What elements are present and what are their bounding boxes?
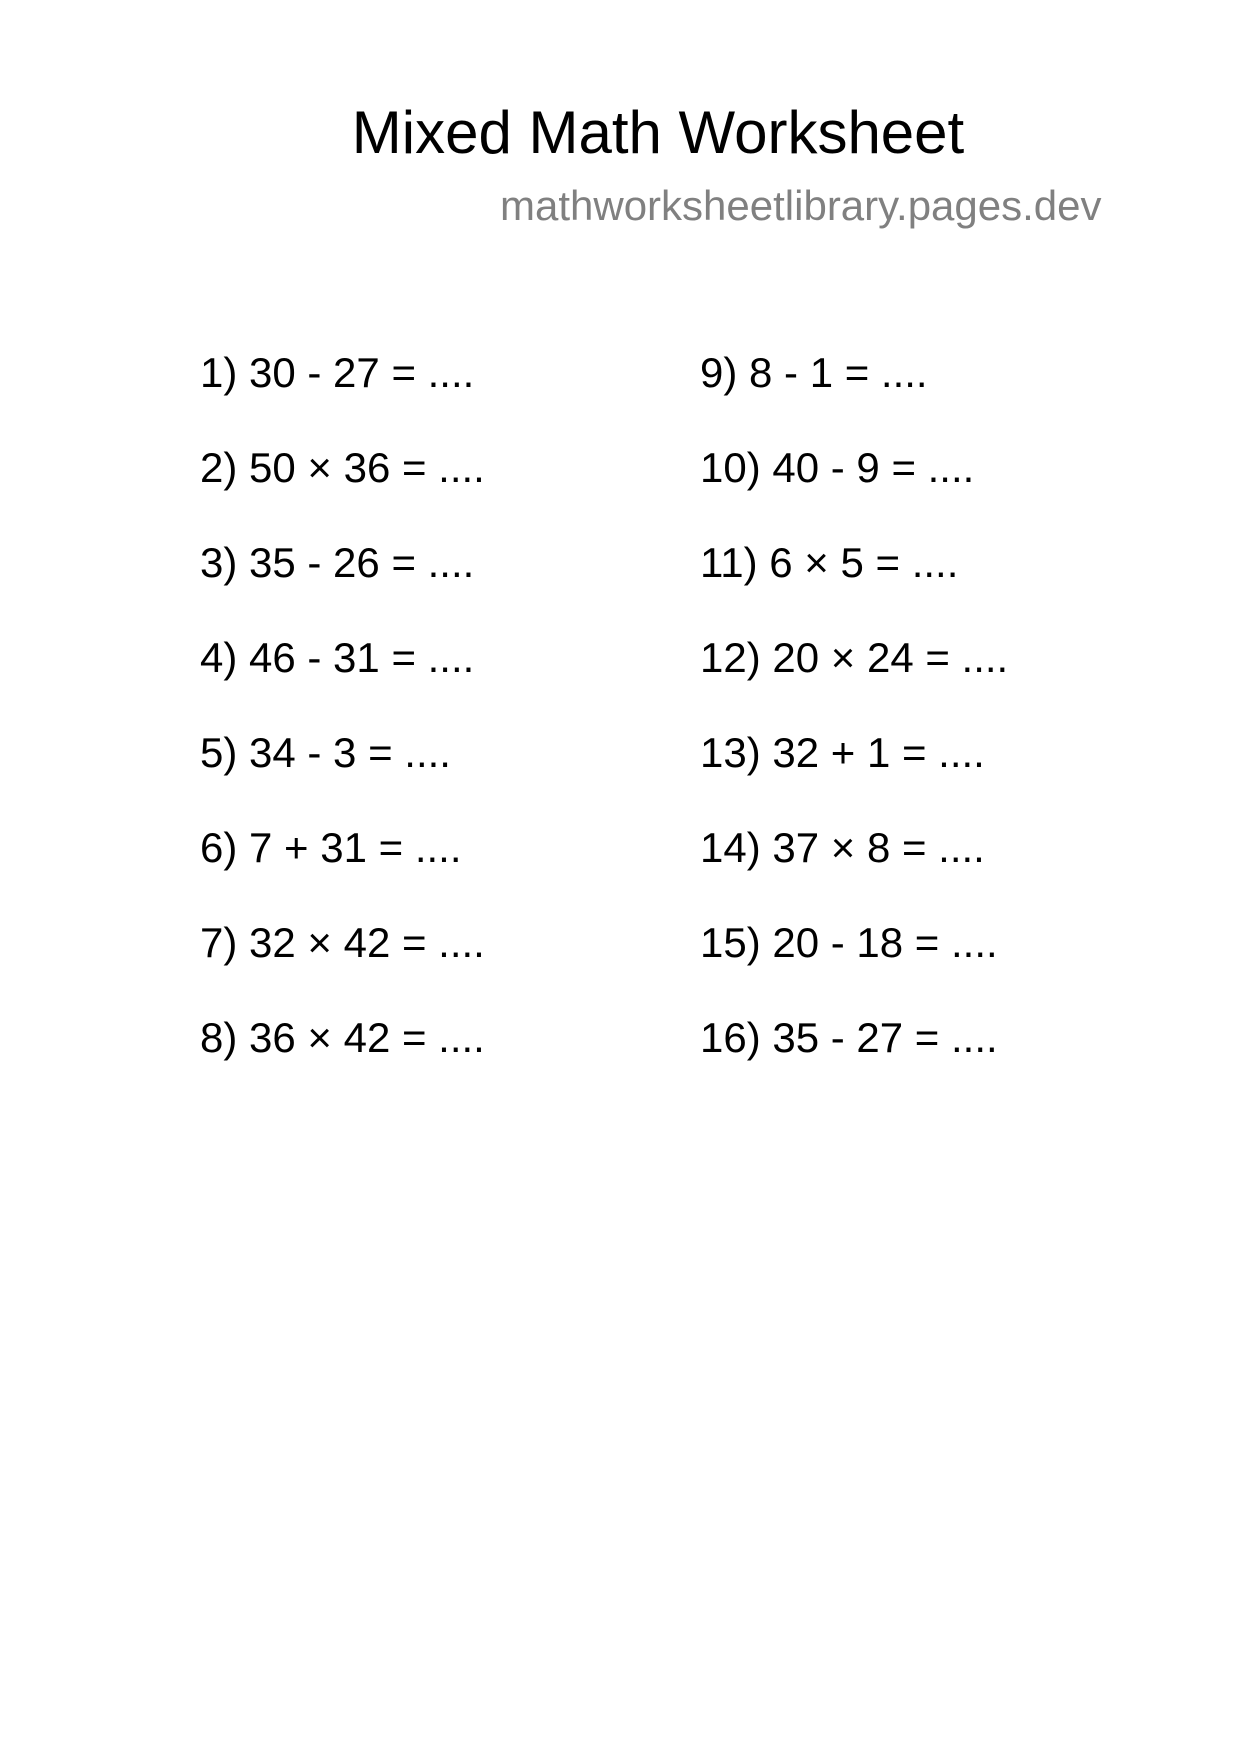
problem-column-left (200, 347, 485, 1107)
source-url: mathworksheetlibrary.pages.dev (500, 182, 1102, 229)
problem-11: 11) 6 × 5 = .... (700, 539, 959, 586)
problem-5: 5) 34 - 3 = .... (200, 729, 451, 776)
problem-6: 6) 7 + 31 = .... (200, 824, 462, 871)
problem-1: 1) 30 - 27 = .... (200, 349, 475, 396)
problem-15: 15) 20 - 18 = .... (700, 919, 998, 966)
problem-16: 16) 35 - 27 = .... (700, 1014, 998, 1061)
problem-4: 4) 46 - 31 = .... (200, 634, 475, 681)
problem-2: 2) 50 × 36 = .... (200, 444, 485, 491)
problem-9: 9) 8 - 1 = .... (700, 349, 928, 396)
problem-column-right (700, 347, 1008, 1107)
problem-14: 14) 37 × 8 = .... (700, 824, 985, 871)
worksheet-title: Mixed Math Worksheet (351, 99, 965, 166)
problem-10: 10) 40 - 9 = .... (700, 444, 975, 491)
problem-8: 8) 36 × 42 = .... (200, 1014, 485, 1061)
problem-3: 3) 35 - 26 = .... (200, 539, 475, 586)
problem-13: 13) 32 + 1 = .... (700, 729, 985, 776)
problem-7: 7) 32 × 42 = .... (200, 919, 485, 966)
problem-12: 12) 20 × 24 = .... (700, 634, 1009, 681)
